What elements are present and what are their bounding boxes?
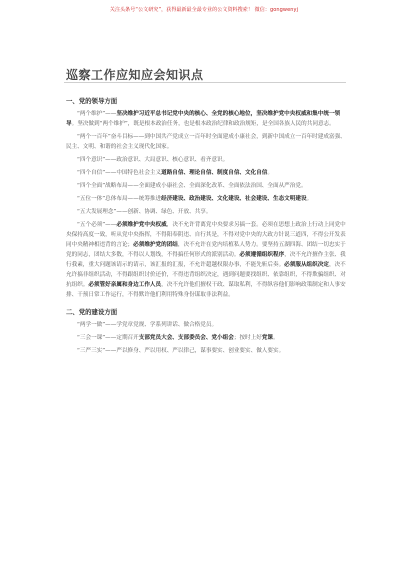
section-party-leadership [66, 96, 348, 300]
title-divider [64, 82, 346, 83]
paragraph-text: “四个自信”——中国特色社会主义 [77, 170, 162, 176]
section-heading: 一、党的领导方面 [66, 97, 118, 105]
emphasis-text: 道路自信、理论自信、制度自信、文化自信 [161, 170, 268, 176]
paragraph-text: “四个意识”——政治意识、大局意识、核心意识、看齐意识。 [77, 157, 229, 163]
emphasis-text: 必须维护党的团结 [133, 242, 178, 248]
paragraph-text: ，决不允许搞非组织活动，不得跟组织讨价还价，不得违背组织决定，遇到问题要找组织、依靠组织，不得欺骗组织、对抗组织。 [66, 262, 346, 288]
paragraph-text: “三会一课”——定期召开 [77, 335, 139, 341]
paragraph [66, 320, 348, 330]
paragraph-text: “五位一体”总体布局——统筹推进 [77, 196, 162, 202]
paragraph-text: ；按时上好 [233, 335, 262, 341]
paragraph [66, 109, 348, 129]
paragraph-text: “五大发展理念”——创新、协调、绿色、开放、共享。 [77, 209, 212, 215]
emphasis-text: 必须管好亲属和身边工作人员 [88, 282, 162, 288]
emphasis-text: 经济建设、政治建设、文化建设、社会建设、生态文明建设 [161, 196, 307, 202]
paragraph-text: ，决不允许他们擅权干政、谋取私利，不得纵容他们影响政策制定和人事安排、干预日常工作运行，不得默许他们利用特殊身份谋取非法利益。 [66, 282, 346, 298]
paragraph-text: “四个全面”战略布局——全面建成小康社会、全面深化改革、全面依法治国、全面从严治党。 [77, 183, 307, 189]
emphasis-text: 必须服从组织决定 [284, 262, 329, 268]
paragraph [66, 194, 348, 204]
document-body [66, 96, 348, 359]
paragraph [66, 132, 348, 152]
paragraph-text: “两个一百年”奋斗目标——到中国共产党成立一百年时全面建成小康社会，到新中国成立一百年时建成富强、民主、文明、和谐的社会主义现代化国家。 [66, 134, 346, 150]
paragraph [66, 168, 348, 178]
paragraph-text: 。 [267, 170, 274, 176]
paragraph [66, 220, 348, 300]
emphasis-text: 坚决维护习近平总书记党中央的核心、全党的核心地位，坚决维护党中央权威和集中统一领导 [66, 111, 341, 127]
document-title: 巡察工作应知应会知识点 [66, 68, 204, 82]
section-party-building [66, 307, 348, 356]
paragraph-text: 。坚决做到“两个维护”，既是根本政治任务，也是根本政治纪律和政治规矩，是全国各族人民的共同意志。 [71, 121, 335, 127]
paragraph-text: ，决不允许在党内培植私人势力。要坚持五湖四海、团结一切忠实于党的同志，团结大多数，不得以人划线，不得搞任何形式的派别活动。 [66, 242, 346, 258]
emphasis-text: 支部党员大会、支部委员会、党小组会 [138, 335, 234, 341]
header-banner: 关注头条号“公文研究”，获得最新最全最专业的公文资料搜索！ 微信：gongwenyj [109, 7, 299, 13]
paragraph-text: ，决不允许背离党中央要求另搞一套。必须在思想上政治上行动上同党中央保持高度一致，听从党中央指挥，不得阳奉阴违、自行其是，不得对党中央的大政方针说三道四，不得公开发表同中央精神相违背的言论； [66, 222, 346, 248]
paragraph-text: 。 [306, 196, 313, 202]
emphasis-text: 必须维护党中央权威 [116, 222, 167, 228]
paragraph [66, 346, 348, 356]
paragraph-text: 。 [273, 335, 279, 341]
paragraph [66, 207, 348, 217]
paragraph [66, 333, 348, 343]
paragraph-text: “三严三实”——严以修身、严以用权、严以律己，谋事要实、创业要实、做人要实。 [77, 348, 285, 354]
section-heading: 二、党的建设方面 [66, 308, 118, 316]
emphasis-text: 党课 [261, 335, 274, 341]
emphasis-text: 必须遵循组织程序 [239, 252, 285, 258]
paragraph-text: ，决不允许擅作主张、我行我素，重大问题该请示的请示，该汇报的汇报，不允许超越权限办事，不能先斩后奏。 [66, 252, 346, 268]
paragraph-text: “五个必须”—— [77, 222, 117, 228]
paragraph [66, 155, 348, 165]
paragraph-text: “两个维护”—— [77, 111, 117, 117]
paragraph [66, 181, 348, 191]
paragraph-text: “两学一做”——学党章党规、学系列讲话、做合格党员。 [77, 322, 218, 328]
